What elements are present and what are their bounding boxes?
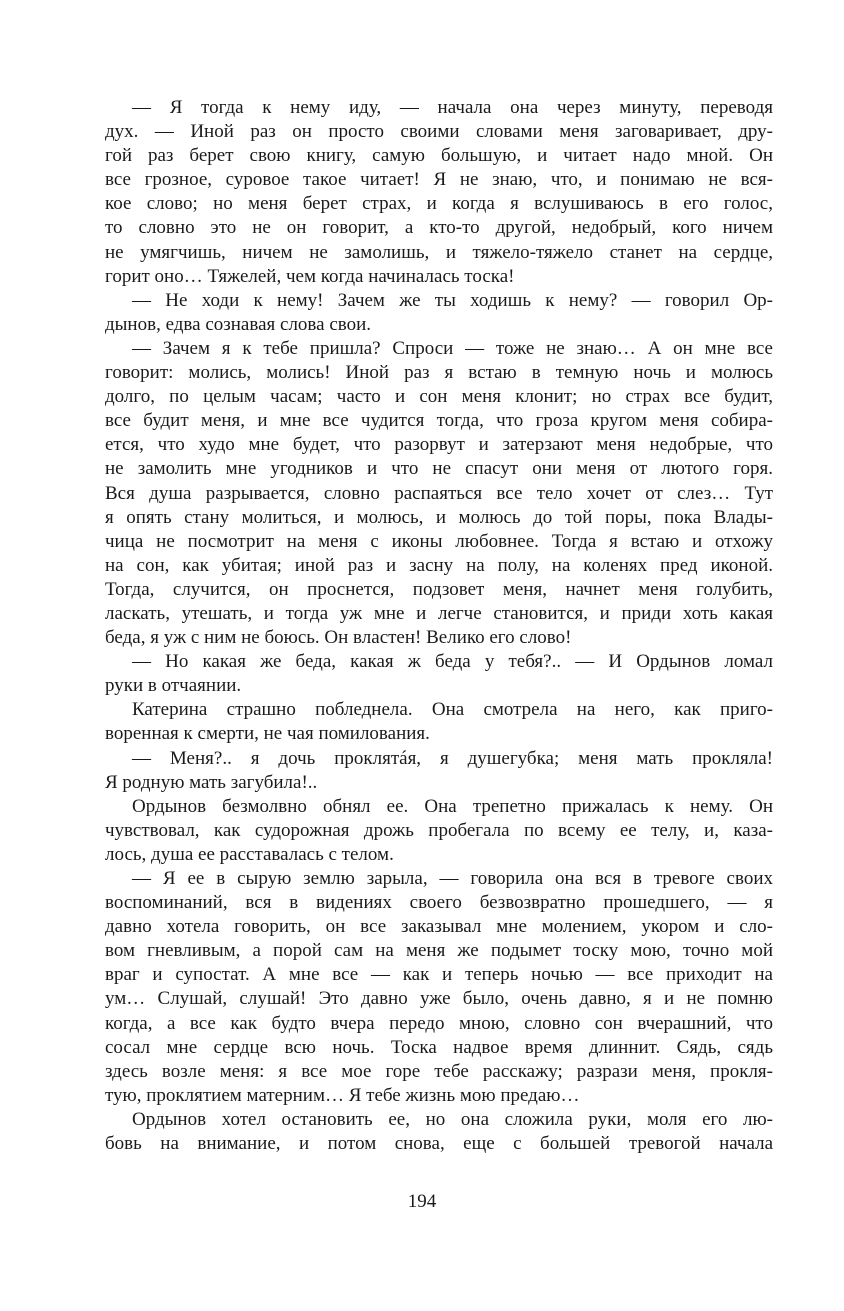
text-line: Вся душа разрывается, словно распаяться все тело хочет от слез… Тут: [105, 482, 773, 504]
text-line: — Меня?.. я дочь проклятáя, я душегубка; меня мать прокляла!: [132, 747, 773, 769]
text-line: руки в отчаянии.: [105, 675, 242, 697]
text-line: я опять стану молиться, и молюсь, и молюсь до той поры, пока Влады-: [105, 506, 773, 528]
text-line: — Я тогда к нему иду, — начала она через минуту, переводя: [132, 97, 773, 118]
text-line: чица не посмотрит на меня с иконы любовнее. Тогда я встаю и отхожу: [105, 530, 773, 552]
text-line: Тогда, случится, он проснется, подзовет меня, начнет меня голубить,: [105, 578, 773, 600]
text-line: говорит: молись, молись! Иной раз я встаю в темную ночь и молюсь: [105, 362, 773, 384]
text-line: Катерина страшно побледнела. Она смотрела на него, как приго-: [132, 699, 773, 721]
paragraph: [105, 650, 773, 698]
text-line: горит оно… Тяжелей, чем когда начиналась тоска!: [105, 265, 515, 287]
paragraph: [105, 698, 773, 746]
paragraph: [105, 795, 773, 867]
text-line: то словно это не он говорит, а кто-то другой, недобрый, кого ничем: [105, 217, 773, 239]
paragraph: [105, 289, 773, 337]
text-line: воренная к смерти, не чая помилования.: [105, 723, 430, 745]
text-line: — Я ее в сырую землю зарыла, — говорила она вся в тревоге своих: [132, 868, 773, 889]
text-line: Ордынов безмолвно обнял ее. Она трепетно прижалась к нему. Он: [132, 795, 773, 817]
text-line: ум… Слушай, слушай! Это давно уже было, очень давно, я и не помню: [105, 988, 773, 1010]
text-line: лось, душа ее расставалась с телом.: [105, 843, 394, 865]
text-line: дух. — Иной раз он просто своими словами меня заговаривает, дру-: [105, 121, 773, 143]
text-line: воспоминаний, вся в видениях своего безвозвратно прошедшего, — я: [105, 892, 773, 914]
text-line: беда, я уж с ним не боюсь. Он властен! Велико его слово!: [105, 627, 572, 649]
paragraph: [105, 96, 773, 289]
text-line: не замолить мне угодников и что не спасут они меня от лютого горя.: [105, 458, 773, 480]
text-line: давно хотела говорить, он все заказывал мне молением, укором и сло-: [105, 916, 773, 938]
text-line: — Не ходи к нему! Зачем же ты ходишь к нему? — говорил Ор-: [132, 289, 773, 311]
text-line: все грозное, суровое такое читает! Я не знаю, что, и понимаю не вся-: [105, 169, 773, 191]
paragraph: [105, 867, 773, 1108]
text-line: когда, а все как будто вчера передо мною, словно сон вчерашний, что: [105, 1012, 773, 1034]
text-line: долго, по целым часам; часто и сон меня клонит; но страх все будит,: [105, 386, 773, 408]
text-line: тую, проклятием матерним… Я тебе жизнь мою предаю…: [105, 1084, 580, 1106]
text-line: — Зачем я к тебе пришла? Спроси — тоже не знаю… А он мне все: [132, 337, 773, 359]
text-line: гой раз берет свою книгу, самую большую, и читает надо мной. Он: [105, 145, 773, 167]
text-line: ется, что худо мне будет, что разорвут и затерзают меня недобрые, что: [105, 434, 773, 456]
text-line: все будит меня, и мне все чудится тогда, что гроза кругом меня собира-: [105, 410, 773, 432]
text-line: Я родную мать загубила!..: [105, 771, 318, 793]
text-line: — Но какая же беда, какая ж беда у тебя?.. — И Ордынов ломал: [132, 651, 773, 673]
text-line: на сон, как убитая; иной раз и засну на полу, на коленях пред иконой.: [105, 554, 773, 576]
paragraph: [105, 1108, 773, 1156]
text-line: вом гневливым, а порой сам на меня же подымет тоску мою, точно мой: [105, 940, 773, 962]
text-line: чувствовал, как судорожная дрожь пробегала по всему ее телу, и, каза-: [105, 819, 773, 841]
paragraph: [105, 337, 773, 650]
text-line: Ордынов хотел остановить ее, но она сложила руки, моля его лю-: [132, 1108, 773, 1130]
text-line: кое слово; но меня берет страх, и когда я вслушиваюсь в его голос,: [105, 193, 773, 215]
page-number: 194: [407, 1191, 437, 1212]
body-text: [105, 96, 773, 1156]
paragraph: [105, 747, 773, 795]
text-line: дынов, едва сознавая слова свои.: [105, 313, 372, 335]
text-line: здесь возле меня: я все мое горе тебе расскажу; разрази меня, прокля-: [105, 1060, 773, 1082]
text-line: не умягчишь, ничем не замолишь, и тяжело-тяжело станет на сердце,: [105, 241, 773, 263]
text-line: ласкать, утешать, и тогда уж мне и легче становится, и приди хоть какая: [105, 602, 773, 624]
text-line: враг и супостат. А мне все — как и теперь ночью — все приходит на: [105, 964, 773, 986]
text-line: сосал мне сердце всю ночь. Тоска надвое время длиннит. Сядь, сядь: [105, 1036, 773, 1058]
text-line: бовь на внимание, и потом снова, еще с большей тревогой начала: [105, 1133, 773, 1155]
